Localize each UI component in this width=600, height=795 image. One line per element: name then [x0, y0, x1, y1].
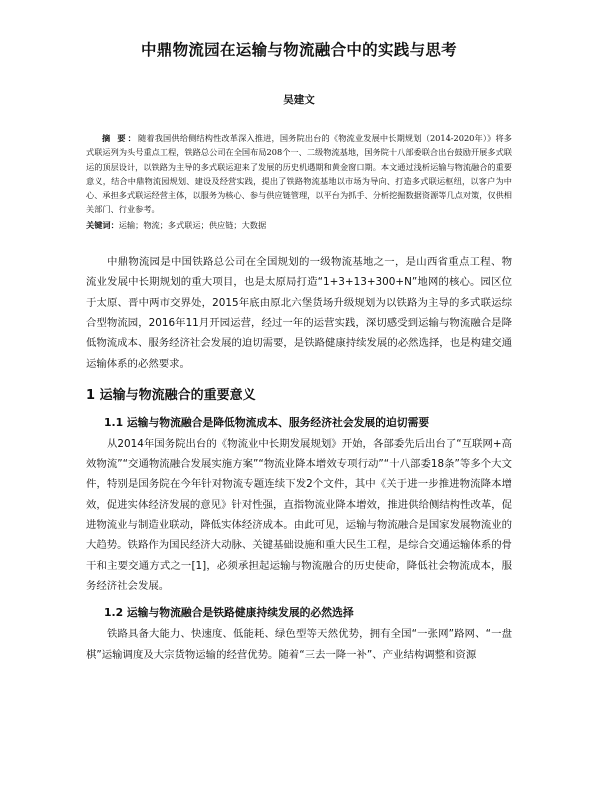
keywords-label: 关键词： [86, 219, 119, 230]
abstract [86, 131, 512, 217]
section-1-heading: 1 运输与物流融合的重要意义 [86, 387, 256, 403]
paper-author: 吴建文 [283, 94, 315, 106]
section-1-1-paragraph: 从2014年国务院出台的《物流业中长期发展规划》开始，各部委先后出台了“互联网+高效物流”“交通物流融合发展实施方案”“物流业降本增效专项行动”“十八部委18条”等多个大文件，特别是国务院在今年针对物流专题连续下发2个文件，其中《关于进一步推进物流降本增效，促进实体经济发展的意见》针对性强，直指物流业降本增效，推进供给侧结构性改革，促进物流业与制造业联动，降低实体经济成本。由此可见，运输与物流融合是国家发展物流业的大趋势。铁路作为国民经济大动脉、关键基础设施和重大民生工程，是综合交通运输体系的骨干和主要交通方式之一[1]，必须承担起运输与物流融合的历史使命，降低社会物流成本，服务经济社会发展。 [86, 437, 513, 592]
keywords [86, 218, 512, 232]
paper-title: 中鼎物流园在运输与物流融合中的实践与思考 [140, 41, 457, 59]
intro-paragraph: 中鼎物流园是中国铁路总公司在全国规划的一级物流基地之一，是山西省重点工程、物流业发展中长期规划的重大项目，也是太原局打造“1+3+13+300+N”地网的核心。园区位于太原、晋中两市交界处，2015年底由原北六堡货场升级规划为以铁路为主导的多式联运综合型物流园，2016年11月开园运营，经过一年的运营实践，深切感受到运输与物流融合是降低物流成本、服务经济社会发展的迫切需要，是铁路健康持续发展的必然选择，也是构建交通运输体系的必然要求。 [86, 256, 513, 370]
section-1-1-heading: 1.1 运输与物流融合是降低物流成本、服务经济社会发展的迫切需要 [104, 415, 430, 429]
abstract-text: 随着我国供给侧结构性改革深入推进，国务院出台的《物流业发展中长期规划（2014-2020年）》将多式联运列为头号重点工程，铁路总公司在全国布局208个一、二级物流基地，国务院十八部委联合出台鼓励开展多式联运的顶层设计，以铁路为主导的多式联运迎来了发展的历史机遇期和黄金窗口期。本文通过浅析运输与物流融合的重要意义，结合中鼎物流园规划、建设及经营实践，提出了铁路物流基地以市场为导向、打造多式联运枢纽，以客户为中心、承担多式联运经营主体，以服务为核心、参与供应链管理，以平台为抓手、分析挖掘数据资源等几点对策，仅供相关部门、行业参考。 [86, 133, 512, 215]
paper-page [0, 38, 600, 795]
section-1-2-heading: 1.2 运输与物流融合是铁路健康持续发展的必然选择 [104, 606, 354, 620]
section-1-2-paragraph: 铁路具备大能力、快速度、低能耗、绿色型等天然优势，拥有全国“一张网”路网、“一盘棋”运输调度及大宗货物运输的经营优势。随着“三去一降一补”、产业结构调整和资源 [86, 628, 512, 661]
abstract-label: 摘 要： [102, 133, 139, 143]
keywords-text: 运输；物流；多式联运；供应链；大数据 [118, 219, 267, 230]
